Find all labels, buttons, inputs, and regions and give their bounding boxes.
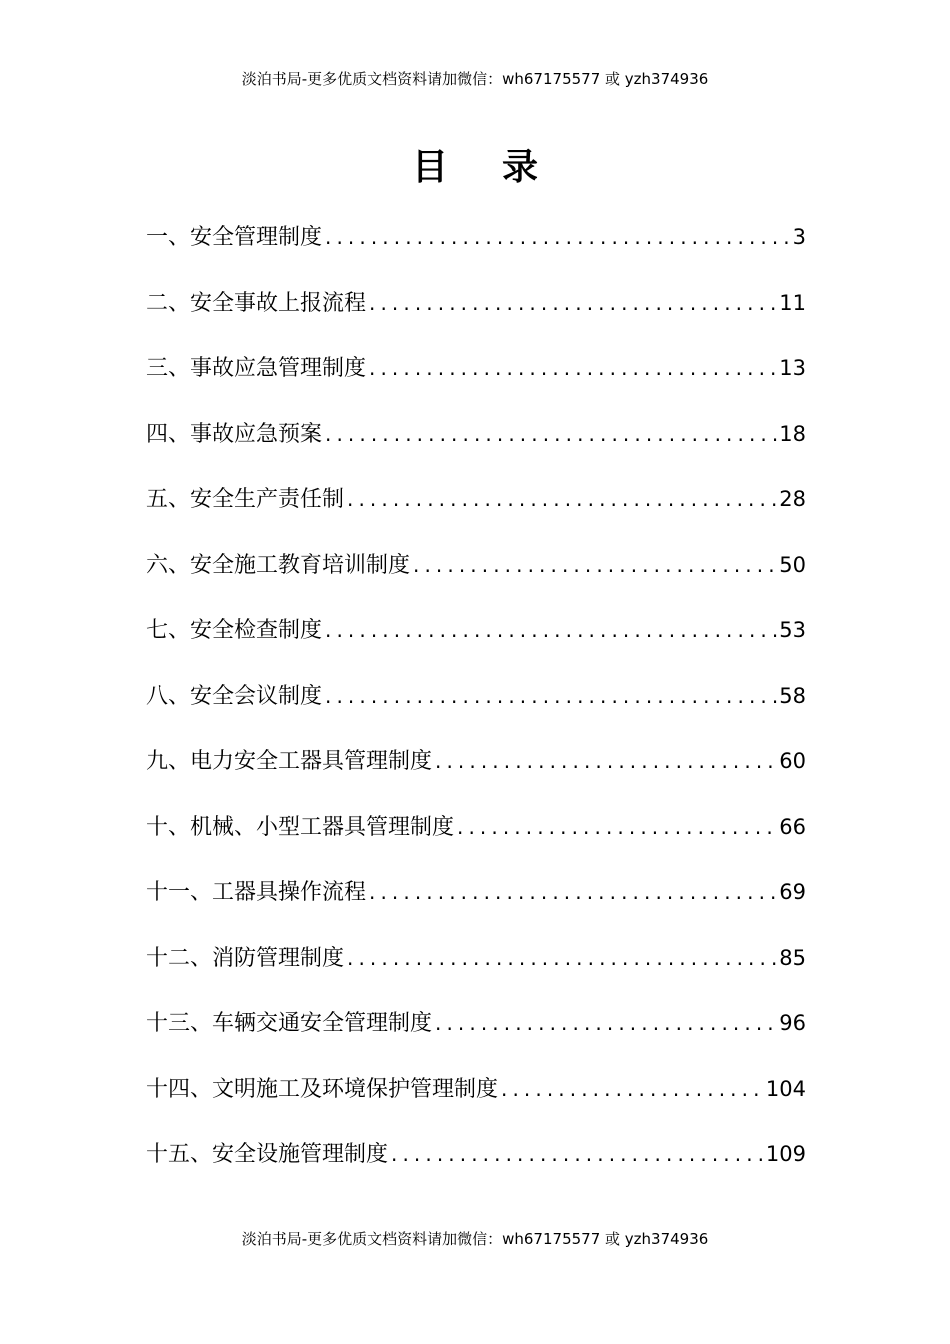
toc-entry[interactable] <box>146 608 806 674</box>
toc-entry-label: 八、安全会议制度 <box>146 683 323 709</box>
toc-entry-label: 九、电力安全工器具管理制度 <box>146 749 433 774</box>
toc-entry-page: 109 <box>765 1142 806 1166</box>
toc-entry-page: 13 <box>779 356 806 380</box>
toc-entry[interactable] <box>146 936 806 1002</box>
toc-dot-leader <box>322 608 777 652</box>
toc-entry-page: 11 <box>779 290 806 315</box>
toc-entry-page: 66 <box>779 814 806 839</box>
toc-entry[interactable] <box>146 739 806 805</box>
toc-entry-page: 85 <box>779 945 806 970</box>
toc-entry[interactable] <box>146 412 806 478</box>
toc-dot-leader <box>432 1001 777 1045</box>
toc-entry-page: 50 <box>779 552 806 577</box>
toc-entry-label: 十二、消防管理制度 <box>146 945 345 971</box>
toc-list <box>146 215 806 1198</box>
toc-entry[interactable] <box>146 870 806 936</box>
toc-entry-page: 28 <box>779 487 806 511</box>
toc-dot-leader <box>498 1067 764 1111</box>
toc-entry-label: 十一、工器具操作流程 <box>146 880 367 905</box>
toc-entry-label: 十五、安全设施管理制度 <box>146 1142 389 1167</box>
toc-entry[interactable] <box>146 1001 806 1067</box>
toc-entry-page: 96 <box>779 1011 806 1035</box>
toc-entry-label: 七、安全检查制度 <box>146 618 323 643</box>
page-header: 淡泊书局-更多优质文档资料请加微信：wh67175577 或 yzh374936 <box>241 70 709 88</box>
toc-entry-label: 十四、文明施工及环境保护管理制度 <box>146 1076 499 1102</box>
toc-entry-page: 69 <box>779 880 806 904</box>
toc-entry[interactable] <box>146 477 806 543</box>
toc-title-char-2: 录 <box>502 147 539 188</box>
toc-dot-leader <box>322 674 777 718</box>
toc-dot-leader <box>454 805 777 849</box>
toc-entry-label: 十、机械、小型工器具管理制度 <box>146 814 455 840</box>
toc-entry-page: 60 <box>779 749 806 773</box>
toc-entry-label: 四、事故应急预案 <box>146 421 323 447</box>
toc-entry-page: 18 <box>779 421 806 446</box>
toc-entry-label: 五、安全生产责任制 <box>146 487 345 512</box>
toc-entry-label: 六、安全施工教育培训制度 <box>146 552 411 578</box>
toc-dot-leader <box>366 870 777 914</box>
toc-entry[interactable] <box>146 543 806 609</box>
toc-entry-label: 三、事故应急管理制度 <box>146 356 367 381</box>
toc-entry-page: 53 <box>779 618 806 642</box>
toc-entry-label: 一、安全管理制度 <box>146 225 323 250</box>
page-footer: 淡泊书局-更多优质文档资料请加微信：wh67175577 或 yzh374936 <box>241 1230 709 1248</box>
toc-entry-label: 十三、车辆交通安全管理制度 <box>146 1011 433 1036</box>
toc-entry[interactable] <box>146 805 806 871</box>
toc-entry[interactable] <box>146 215 806 281</box>
toc-entry-page: 104 <box>765 1076 806 1101</box>
toc-title-char-1: 目 <box>411 147 448 188</box>
toc-dot-leader <box>366 346 777 390</box>
toc-entry[interactable] <box>146 281 806 347</box>
toc-entry[interactable] <box>146 1067 806 1133</box>
toc-dot-leader <box>432 739 777 783</box>
toc-entry-label: 二、安全事故上报流程 <box>146 290 367 316</box>
toc-title <box>0 144 950 192</box>
toc-dot-leader <box>322 215 791 259</box>
toc-entry-page: 3 <box>792 225 806 249</box>
toc-dot-leader <box>366 281 777 325</box>
toc-entry[interactable] <box>146 1132 806 1198</box>
toc-entry-page: 58 <box>779 683 806 708</box>
toc-dot-leader <box>410 543 777 587</box>
toc-entry[interactable] <box>146 346 806 412</box>
toc-dot-leader <box>344 477 777 521</box>
toc-dot-leader <box>322 412 777 456</box>
toc-dot-leader <box>344 936 777 980</box>
toc-entry[interactable] <box>146 674 806 740</box>
toc-dot-leader <box>388 1132 764 1176</box>
